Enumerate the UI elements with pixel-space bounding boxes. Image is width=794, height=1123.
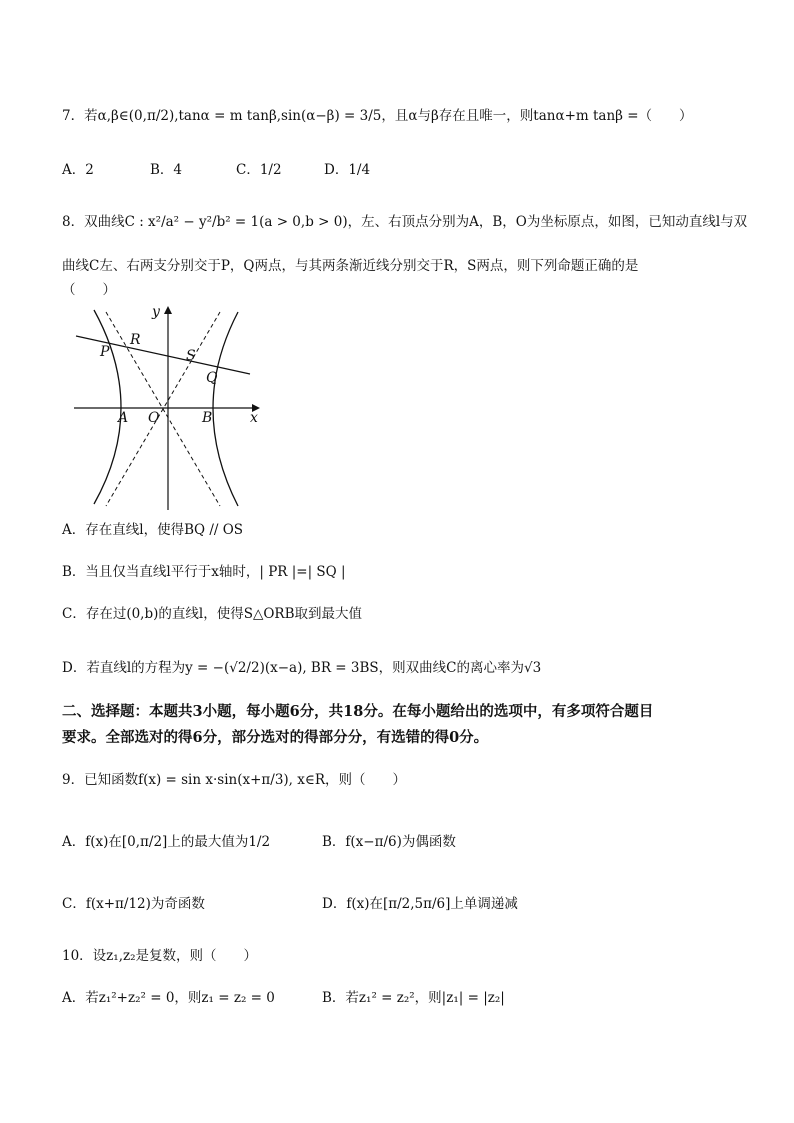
label-x: x: [250, 410, 258, 426]
section2-heading-line2: 要求。全部选对的得6分，部分选对的得部分分，有选错的得0分。: [62, 729, 489, 746]
q8-option-b: B．当且仅当直线l平行于x轴时，| PR |=| SQ |: [62, 564, 346, 580]
q7-stem: 7．若α,β∈(0,π/2),tanα = m tanβ,sin(α−β) = 3/5，且α与β存在且唯一，则tanα+m tanβ =（ ）: [62, 108, 693, 124]
y-axis-arrow-icon: [164, 306, 172, 314]
q7-option-b: B．4: [150, 162, 183, 178]
label-y: y: [152, 304, 160, 320]
q9-option-a: A．f(x)在[0,π/2]上的最大值为1/2: [62, 834, 271, 850]
q9-option-b: B．f(x−π/6)为偶函数: [322, 834, 456, 850]
q7-option-c: C．1/2: [236, 162, 282, 178]
label-p: P: [100, 344, 110, 360]
q9-option-c: C．f(x+π/12)为奇函数: [62, 896, 205, 912]
q9-option-d: D．f(x)在[π/2,5π/6]上单调递减: [322, 896, 518, 912]
q10-option-b: B．若z₁² = z₂²，则|z₁| = |z₂|: [322, 990, 505, 1006]
hyperbola-right-branch: [213, 312, 238, 506]
q8-option-a: A．存在直线l，使得BQ // OS: [62, 522, 244, 538]
q7-option-d: D．1/4: [324, 162, 371, 178]
q8-option-c: C．存在过(0,b)的直线l，使得S△ORB取到最大值: [62, 606, 362, 622]
label-b: B: [202, 410, 213, 426]
label-o: O: [148, 410, 160, 426]
label-a: A: [118, 410, 129, 426]
section2-heading-line1: 二、选择题：本题共3小题，每小题6分，共18分。在每小题给出的选项中，有多项符合题目: [62, 703, 654, 720]
label-q: Q: [206, 370, 218, 386]
label-r: R: [130, 332, 141, 348]
q8-stem-line1: 8．双曲线C : x²/a² − y²/b² = 1(a > 0,b > 0)，左、右顶点分别为A，B，O为坐标原点，如图，已知动直线l与双: [62, 214, 748, 230]
hyperbola-left-branch: [94, 310, 121, 504]
q9-stem: 9．已知函数f(x) = sin x·sin(x+π/3), x∈R，则（ ）: [62, 772, 407, 788]
q10-stem: 10．设z₁,z₂是复数，则（ ）: [62, 948, 258, 964]
q8-stem-line3: （ ）: [62, 282, 116, 298]
q10-option-a: A．若z₁²+z₂² = 0，则z₁ = z₂ = 0: [62, 990, 275, 1006]
hyperbola-figure: [70, 300, 270, 512]
q8-option-d: D．若直线l的方程为y = −(√2/2)(x−a), BR = 3BS，则双曲线C的离心率为√3: [62, 660, 542, 676]
label-s: S: [186, 348, 196, 364]
q7-option-a: A．2: [62, 162, 94, 178]
q8-stem-line2: 曲线C左、右两支分别交于P，Q两点，与其两条渐近线分别交于R，S两点，则下列命题正确的是: [62, 258, 639, 274]
